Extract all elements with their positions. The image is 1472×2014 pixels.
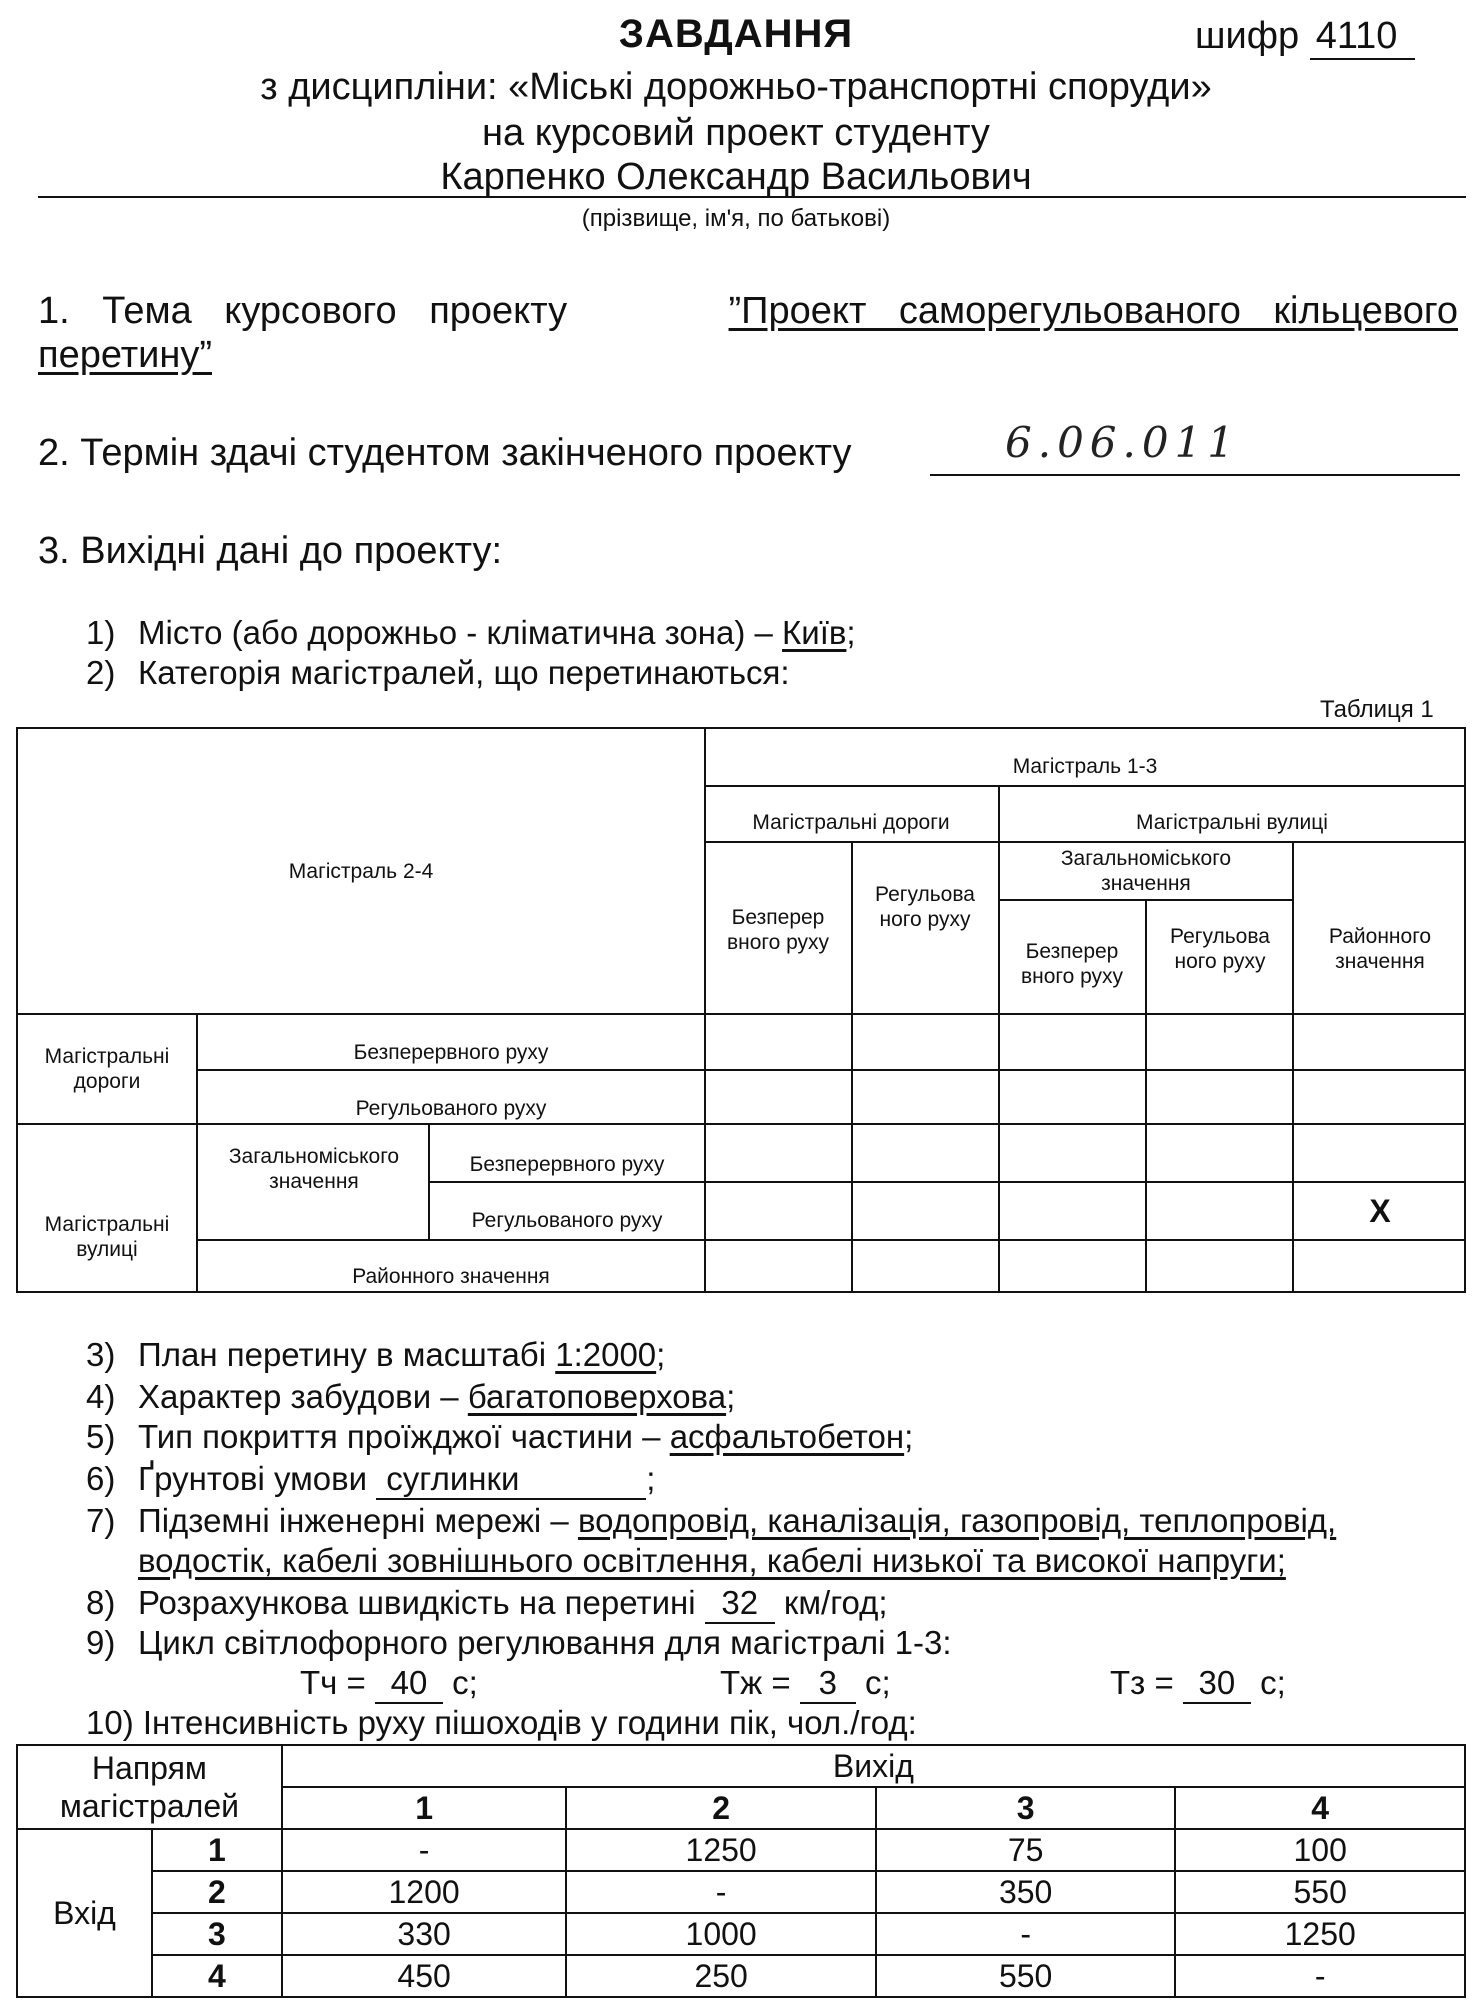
student-name: Карпенко Олександр Васильович bbox=[440, 156, 1032, 198]
signal-yellow: Тж = 3 с; bbox=[720, 1664, 891, 1704]
row-streets: Магістральні вулиці bbox=[44, 1213, 170, 1261]
table-cell: 1200 bbox=[282, 1871, 567, 1913]
entry-row-label: 1 bbox=[152, 1829, 282, 1871]
table-cell: 75 bbox=[876, 1829, 1176, 1871]
entry-header: Вхід bbox=[17, 1829, 152, 1997]
top-header: Магістраль 1-3 bbox=[1012, 754, 1158, 778]
col-regulated-2: Регульова ного руху bbox=[1170, 925, 1270, 973]
code-value: 4110 bbox=[1310, 15, 1416, 60]
item-4: 4) Характер забудови – багатоповерхова; bbox=[86, 1378, 736, 1415]
item-3: 3) План перетину в масштабі 1:2000; bbox=[86, 1336, 666, 1373]
table-cell: 550 bbox=[1175, 1871, 1465, 1913]
table-cell: 550 bbox=[876, 1955, 1176, 1997]
assignment-line: на курсовий проект студенту bbox=[482, 112, 990, 154]
col-group-roads: Магістральні дороги bbox=[752, 810, 950, 834]
table-row bbox=[17, 1829, 1465, 1871]
section-3-label: 3. Вихідні дані до проекту: bbox=[38, 530, 502, 572]
table-cell: - bbox=[282, 1829, 567, 1871]
category-table bbox=[16, 727, 1466, 1293]
col-district: Районного значення bbox=[1328, 925, 1432, 973]
table-cell: 450 bbox=[282, 1955, 567, 1997]
table-1-caption: Таблиця 1 bbox=[1320, 696, 1434, 723]
table-cell: 1000 bbox=[566, 1913, 876, 1955]
row-general: Загальноміського значення bbox=[228, 1145, 400, 1193]
section-2-label: 2. Термін здачі студентом закінченого проекту bbox=[38, 432, 852, 474]
col-group-streets: Магістральні вулиці bbox=[1136, 810, 1328, 834]
item-8: 8) Розрахункова швидкість на перетині 32 км/год; bbox=[86, 1584, 888, 1624]
item-1: 1) Місто (або дорожньо - кліматична зона) – Київ; bbox=[86, 614, 856, 651]
row-general-continuous: Безперервного руху bbox=[469, 1152, 665, 1176]
row-roads-regulated: Регульованого руху bbox=[355, 1096, 547, 1120]
name-underline bbox=[38, 196, 1466, 198]
row-roads-continuous: Безперервного руху bbox=[353, 1040, 549, 1064]
table-cell: 350 bbox=[876, 1871, 1176, 1913]
entry-row-label: 2 bbox=[152, 1871, 282, 1913]
table-cell: 1250 bbox=[1175, 1913, 1465, 1955]
entry-row-label: 4 bbox=[152, 1955, 282, 1997]
row-district: Районного значення bbox=[352, 1264, 550, 1288]
table-row bbox=[17, 1913, 1465, 1955]
item-7-cont: водостік, кабелі зовнішнього освітлення, кабелі низької та високої напруги; bbox=[138, 1542, 1286, 1579]
table-row bbox=[17, 1955, 1465, 1997]
section-1-label: 1. Тема курсового проекту bbox=[38, 290, 568, 332]
exit-header: Вихід bbox=[282, 1745, 1465, 1787]
section-1-topic-cont: перетину” bbox=[38, 334, 212, 376]
table-cell: 330 bbox=[282, 1913, 567, 1955]
section-1-topic: ”Проект саморегульованого кільцевого bbox=[728, 290, 1458, 332]
selected-category-mark: X bbox=[1369, 1192, 1391, 1229]
row-general-regulated: Регульованого руху bbox=[471, 1208, 663, 1232]
col-continuous-2: Безперер вного руху bbox=[1020, 940, 1124, 988]
corner-label: Магістраль 2-4 bbox=[288, 859, 434, 883]
code-label: шифр bbox=[1195, 15, 1300, 57]
col-continuous: Безперер вного руху bbox=[726, 906, 830, 954]
signal-red: Тч = 40 с; bbox=[300, 1664, 478, 1704]
table-cell: 100 bbox=[1175, 1829, 1465, 1871]
item-6: 6) Ґрунтові умови суглинки ; bbox=[86, 1460, 655, 1500]
col-general: Загальноміського значення bbox=[1060, 847, 1232, 895]
item-7: 7) Підземні інженерні мережі – водопровід, каналізація, газопровід, теплопровід, bbox=[86, 1502, 1337, 1539]
item-9: 9) Цикл світлофорного регулювання для магістралі 1-3: bbox=[86, 1624, 952, 1661]
item-1-value: Київ bbox=[782, 614, 847, 651]
document-title: ЗАВДАННЯ bbox=[618, 12, 854, 56]
signal-green: Тз = 30 с; bbox=[1110, 1664, 1286, 1704]
table-cell: 250 bbox=[566, 1955, 876, 1997]
item-5: 5) Тип покриття проїжджої частини – асфальтобетон; bbox=[86, 1418, 914, 1455]
exit-col-1: 1 bbox=[282, 1787, 567, 1829]
table-cell: - bbox=[1175, 1955, 1465, 1997]
entry-row-label: 3 bbox=[152, 1913, 282, 1955]
discipline-line: з дисципліни: «Міські дорожньо-транспортні споруди» bbox=[260, 66, 1212, 108]
table-cell: - bbox=[566, 1871, 876, 1913]
exit-col-4: 4 bbox=[1175, 1787, 1465, 1829]
name-caption: (прізвище, ім'я, по батькові) bbox=[581, 205, 891, 232]
row-roads: Магістральні дороги bbox=[44, 1045, 170, 1093]
item-10: 10) Інтенсивність руху пішоходів у години пік, чол./год: bbox=[86, 1704, 917, 1741]
handwritten-deadline: 6.06.011 bbox=[1005, 418, 1241, 467]
exit-col-2: 2 bbox=[566, 1787, 876, 1829]
section-1-line bbox=[38, 290, 1458, 333]
pedestrian-intensity-table bbox=[16, 1744, 1466, 1998]
table-cell: 1250 bbox=[566, 1829, 876, 1871]
deadline-fill-line bbox=[930, 474, 1460, 476]
direction-corner: Напрям магістралей bbox=[17, 1745, 282, 1829]
code-field bbox=[1195, 15, 1415, 60]
item-2: 2) Категорія магістралей, що перетинаються: bbox=[86, 654, 790, 691]
exit-col-3: 3 bbox=[876, 1787, 1176, 1829]
table-cell: - bbox=[876, 1913, 1176, 1955]
table-row bbox=[17, 1871, 1465, 1913]
col-regulated: Регульова ного руху bbox=[875, 883, 975, 931]
